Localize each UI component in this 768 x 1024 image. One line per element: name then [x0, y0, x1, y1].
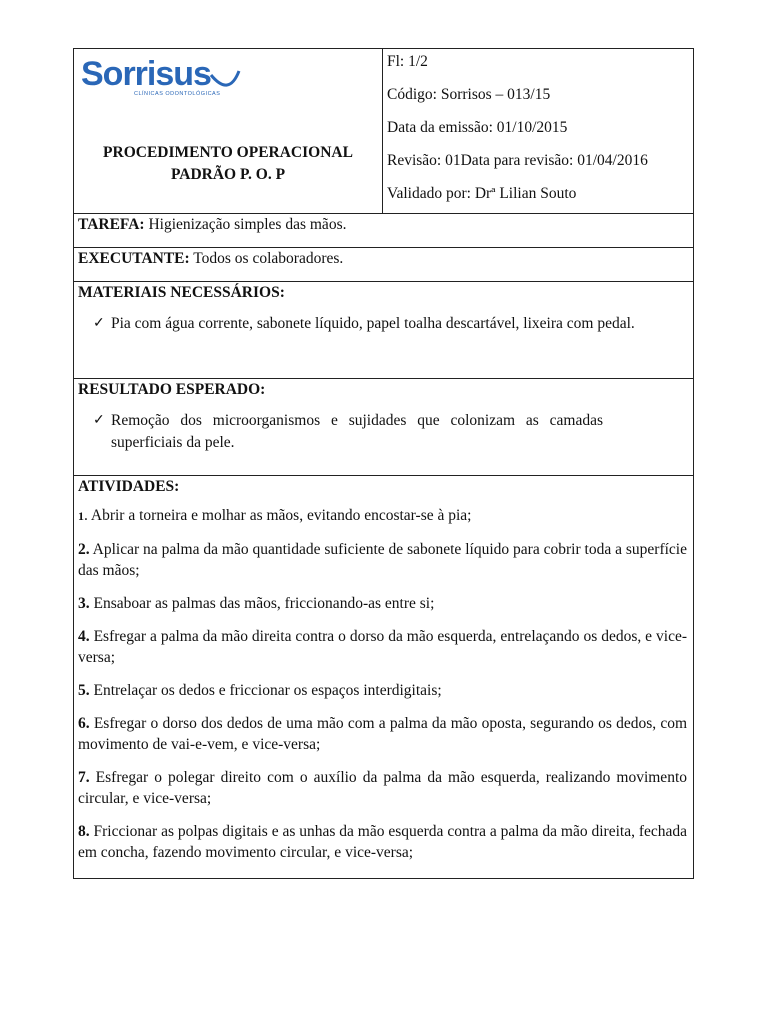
materials-section	[74, 282, 694, 379]
pop-document-table	[73, 48, 694, 879]
activities-heading: ATIVIDADES:	[78, 478, 180, 495]
activity-step: 6. Esfregar o dorso dos dedos de uma mão com a palma da mão oposta, segurando os dedos, com movimento de vai-e-vem, e vice-versa;	[78, 715, 687, 753]
activities-section	[74, 476, 694, 879]
activity-step: 8. Friccionar as polpas digitais e as unhas da mão esquerda contra a palma da mão direita, fechada em concha, fazendo movimento circular, e vice-versa;	[78, 823, 688, 861]
activity-step: 7. Esfregar o polegar direito com o auxílio da palma da mão esquerda, realizando movimento circular, e vice-versa;	[78, 769, 687, 807]
meta-issue-date: Data da emissão: 01/10/2015	[387, 119, 568, 136]
task-value: Higienização simples das mãos.	[144, 216, 347, 233]
expected-result-section	[74, 379, 694, 476]
checkmark-icon: ✓	[93, 413, 105, 428]
logo-brand-text: Sorrisus	[81, 55, 211, 93]
meta-validated-by: Validado por: Drª Lilian Souto	[387, 185, 577, 202]
title-line-1: PROCEDIMENTO OPERACIONAL	[103, 144, 353, 161]
expected-result-item-text: Remoção dos microorganismos e sujidades que colonizam as camadas superficiais da pele.	[111, 412, 603, 451]
activity-step: 4. Esfregar a palma da mão direita contra o dorso da mão esquerda, entrelaçando os dedos, e vice-versa;	[78, 628, 687, 666]
task-row	[74, 214, 694, 248]
meta-revision: Revisão: 01Data para revisão: 01/04/2016	[387, 152, 648, 169]
sorrisus-logo	[79, 53, 244, 99]
activity-step: 2. Aplicar na palma da mão quantidade suficiente de sabonete líquido para cobrir toda a superfície das mãos;	[78, 541, 687, 579]
meta-code: Código: Sorrisos – 013/15	[387, 86, 551, 103]
task-label: TAREFA:	[78, 216, 145, 233]
meta-sheet: Fl: 1/2	[387, 53, 428, 70]
procedure-title	[74, 142, 382, 186]
materials-heading: MATERIAIS NECESSÁRIOS:	[78, 284, 285, 301]
logo-smile-icon	[211, 71, 239, 85]
activity-step: 5. Entrelaçar os dedos e friccionar os espaços interdigitais;	[78, 682, 442, 699]
header-meta-cell	[383, 49, 694, 214]
expected-result-heading: RESULTADO ESPERADO:	[78, 381, 266, 398]
logo-tagline: CLÍNICAS ODONTOLÓGICAS	[134, 91, 221, 97]
executor-label: EXECUTANTE:	[78, 250, 190, 267]
activity-step: 1. Abrir a torneira e molhar as mãos, evitando encostar-se à pia;	[78, 507, 472, 524]
expected-result-item	[93, 410, 603, 454]
header-title-cell	[74, 49, 383, 214]
executor-row	[74, 248, 694, 282]
executor-value: Todos os colaboradores.	[189, 250, 344, 267]
activity-step: 3. Ensaboar as palmas das mãos, friccionando-as entre si;	[78, 595, 435, 612]
materials-item-text: Pia com água corrente, sabonete líquido, papel toalha descartável, lixeira com pedal.	[111, 315, 635, 332]
materials-item	[93, 313, 668, 335]
checkmark-icon: ✓	[93, 316, 105, 331]
title-line-2: PADRÃO P. O. P	[170, 166, 286, 183]
